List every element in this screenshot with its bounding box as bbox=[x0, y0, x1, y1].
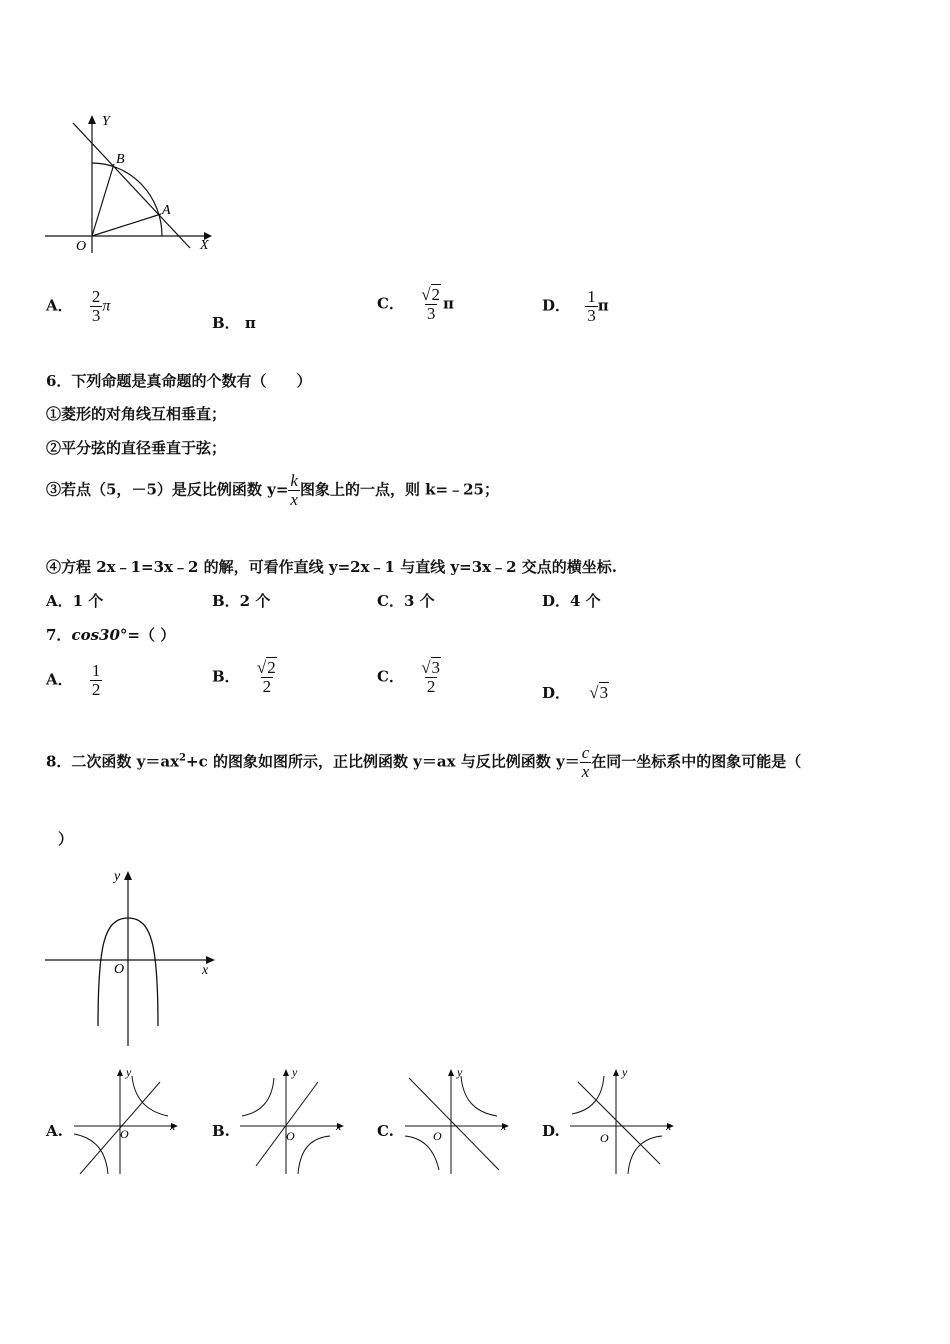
q6-option-c: C．3 个 bbox=[377, 592, 435, 610]
svg-text:y: y bbox=[457, 1066, 463, 1079]
svg-text:O: O bbox=[120, 1127, 129, 1141]
q8-option-b-label: B. bbox=[212, 1122, 230, 1140]
svg-text:x: x bbox=[336, 1119, 342, 1133]
fig5-point-b: B bbox=[116, 152, 125, 167]
svg-text:y: y bbox=[126, 1066, 132, 1079]
fig5-point-a: A bbox=[162, 203, 171, 218]
q8-option-c-graph bbox=[403, 1066, 515, 1176]
svg-text:y: y bbox=[292, 1066, 298, 1079]
q8-fig-x-label: x bbox=[202, 963, 209, 978]
q6-statement-1: ①菱形的对角线互相垂直； bbox=[46, 405, 227, 423]
q5-option-c: C． $\frac{√2}{3}$ π bbox=[377, 285, 455, 323]
q5-option-a: A． $\frac{2}{3}$ π bbox=[46, 287, 111, 325]
q6-option-a: A．1 个 bbox=[46, 592, 104, 610]
q6-option-b: B．2 个 bbox=[212, 592, 271, 610]
q7-option-d: D． √3 bbox=[542, 683, 609, 702]
svg-text:O: O bbox=[600, 1131, 609, 1145]
q8-fig-y-label: y bbox=[114, 869, 121, 884]
q5-option-b: B． π bbox=[212, 314, 256, 332]
svg-text:x: x bbox=[170, 1119, 176, 1133]
q7-option-b: B． $\frac{√2}{2}$ bbox=[212, 658, 276, 696]
q8-option-a-graph bbox=[72, 1066, 184, 1176]
q6-option-d: D．4 个 bbox=[542, 592, 601, 610]
q5-option-d: D． $\frac{1}{3}$ π bbox=[542, 287, 609, 325]
q8-option-d-graph bbox=[568, 1066, 680, 1176]
fig5-x-label: X bbox=[200, 238, 209, 253]
q7-option-a: A． $\frac{1}{2}$ bbox=[46, 661, 101, 699]
q8-option-c-label: C. bbox=[377, 1122, 394, 1140]
svg-text:y: y bbox=[622, 1066, 628, 1079]
q8-stem: 8．二次函数 $y=ax^2+c$ 的图象如图所示，正比例函数 y＝ax 与反比例函数 y＝ $\frac{c}{x}$ 在同一坐标系中的图象可能是（ bbox=[46, 743, 802, 781]
q6-statement-3: ③若点（5，－5）是反比例函数 y= $\frac{k}{x}$ 图象上的一点，则 k=﹣25； bbox=[46, 471, 499, 509]
svg-text:O: O bbox=[286, 1129, 295, 1143]
svg-text:x: x bbox=[666, 1119, 672, 1133]
svg-text:x: x bbox=[501, 1119, 507, 1133]
fig5-origin-label: O bbox=[76, 239, 87, 254]
svg-text:O: O bbox=[433, 1129, 442, 1143]
q7-stem: 7．cos30°=（ ） bbox=[46, 626, 176, 644]
q8-option-b-graph bbox=[238, 1066, 350, 1176]
q6-statement-4: ④方程 2x﹣1=3x﹣2 的解，可看作直线 y=2x﹣1 与直线 y=3x﹣2 交点的横坐标. bbox=[46, 558, 617, 576]
q5-figure bbox=[40, 108, 220, 258]
q8-stem-close: ） bbox=[58, 830, 74, 848]
fig5-y-label: Y bbox=[102, 114, 110, 129]
q6-stem: 6．下列命题是真命题的个数有（ ） bbox=[46, 372, 312, 390]
q8-option-d-label: D. bbox=[542, 1122, 560, 1140]
q8-fig-origin-label: O bbox=[114, 962, 125, 977]
q8-option-a-label: A. bbox=[46, 1122, 63, 1140]
q6-statement-2: ②平分弦的直径垂直于弦； bbox=[46, 439, 227, 457]
q7-option-c: C． $\frac{√3}{2}$ bbox=[377, 658, 441, 696]
q8-figure bbox=[40, 866, 220, 1048]
